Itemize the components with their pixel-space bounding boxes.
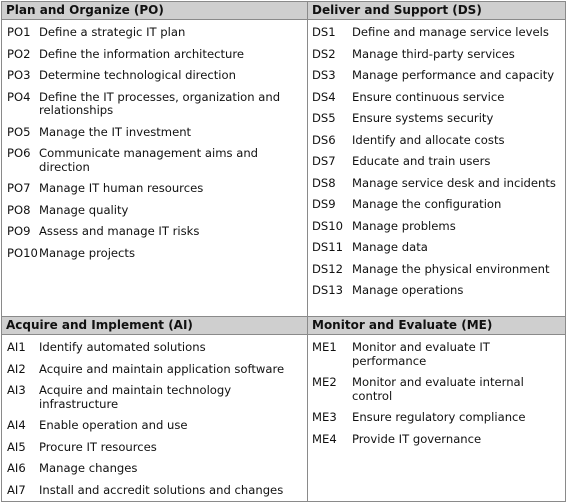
- process-item: [308, 22, 565, 44]
- process-description: Ensure continuous service: [352, 89, 505, 104]
- ai-list-cell: [2, 335, 308, 502]
- process-code: DS5: [312, 111, 336, 125]
- process-description: Provide IT governance: [352, 431, 482, 446]
- process-description: Manage the IT investment: [39, 124, 192, 139]
- process-item: [308, 407, 565, 429]
- process-code: DS1: [312, 25, 336, 39]
- process-description: Acquire and maintain technology infrastructure: [39, 383, 232, 411]
- process-code: DS7: [312, 154, 336, 168]
- process-item: [2, 415, 307, 437]
- ds-list-cell: [308, 20, 566, 317]
- po-list: [2, 20, 307, 264]
- process-description: Identify automated solutions: [39, 340, 206, 354]
- ai-header: Acquire and Implement (AI): [2, 317, 307, 334]
- process-item: [2, 143, 307, 178]
- process-code: AI1: [7, 340, 26, 354]
- process-item: [2, 221, 307, 243]
- process-description: Define the information architecture: [39, 46, 244, 61]
- process-description: Manage service desk and incidents: [352, 175, 556, 190]
- process-code: DS6: [312, 132, 336, 147]
- process-description: Assess and manage IT risks: [39, 224, 200, 238]
- process-description: Monitor and evaluate internal control: [352, 375, 524, 403]
- process-description: Manage data: [352, 240, 428, 254]
- ds-quadrant: [308, 2, 566, 20]
- process-item: [2, 359, 307, 381]
- process-item: [308, 237, 565, 259]
- process-code: PO2: [7, 46, 31, 61]
- me-list: [308, 335, 565, 450]
- me-header: Monitor and Evaluate (ME): [308, 317, 565, 334]
- process-code: DS8: [312, 175, 336, 190]
- process-item: [308, 216, 565, 238]
- process-description: Manage projects: [39, 245, 136, 260]
- process-description: Define a strategic IT plan: [39, 25, 186, 39]
- process-item: [2, 87, 307, 122]
- process-item: [308, 194, 565, 216]
- process-item: [2, 380, 307, 415]
- process-description: Ensure regulatory compliance: [352, 410, 526, 424]
- process-code: AI4: [7, 418, 26, 432]
- process-domains-table: [1, 1, 566, 502]
- process-description: Enable operation and use: [39, 418, 188, 432]
- process-description: Manage quality: [39, 202, 129, 217]
- process-description: Identify and allocate costs: [352, 132, 505, 147]
- process-item: [308, 280, 565, 302]
- process-code: AI2: [7, 361, 26, 376]
- process-description: Determine technological direction: [39, 68, 236, 82]
- process-description: Acquire and maintain application software: [39, 361, 285, 376]
- process-item: [2, 337, 307, 359]
- process-item: [308, 259, 565, 281]
- process-item: [2, 437, 307, 459]
- process-description: Monitor and evaluate IT performance: [352, 340, 490, 368]
- process-code: AI7: [7, 482, 26, 497]
- process-code: PO9: [7, 224, 31, 238]
- process-code: PO7: [7, 181, 31, 195]
- po-list-cell: [2, 20, 308, 317]
- process-item: [2, 178, 307, 200]
- process-item: [308, 65, 565, 87]
- po-quadrant: [2, 2, 308, 20]
- process-item: [2, 65, 307, 87]
- process-item: [308, 372, 565, 407]
- process-description: Manage the physical environment: [352, 261, 550, 276]
- process-description: Manage performance and capacity: [352, 68, 555, 82]
- process-item: [308, 151, 565, 173]
- me-quadrant: [308, 317, 566, 335]
- process-code: PO3: [7, 68, 31, 82]
- process-code: AI5: [7, 439, 26, 454]
- process-description: Manage third-party services: [352, 46, 515, 61]
- process-code: AI3: [7, 383, 26, 397]
- process-code: PO1: [7, 25, 31, 39]
- process-item: [308, 130, 565, 152]
- process-code: ME2: [312, 375, 337, 389]
- process-code: ME4: [312, 431, 337, 446]
- process-code: ME3: [312, 410, 337, 424]
- process-item: [2, 200, 307, 222]
- process-code: DS12: [312, 261, 344, 276]
- process-description: Procure IT resources: [39, 439, 157, 454]
- process-item: [308, 87, 565, 109]
- process-code: PO10: [7, 245, 38, 260]
- process-code: PO4: [7, 89, 31, 104]
- me-list-cell: [308, 335, 566, 502]
- process-code: PO6: [7, 146, 31, 160]
- process-code: ME1: [312, 340, 337, 354]
- process-code: DS9: [312, 197, 336, 211]
- process-description: Communicate management aims and direction: [39, 146, 259, 174]
- ds-list: [308, 20, 565, 302]
- process-item: [308, 108, 565, 130]
- process-description: Ensure systems security: [352, 111, 494, 125]
- process-description: Educate and train users: [352, 154, 491, 168]
- process-code: PO8: [7, 202, 31, 217]
- process-item: [308, 429, 565, 451]
- process-code: DS3: [312, 68, 336, 82]
- process-code: AI6: [7, 461, 26, 475]
- process-item: [2, 22, 307, 44]
- process-description: Manage problems: [352, 218, 456, 233]
- process-description: Manage the configuration: [352, 197, 502, 211]
- process-item: [2, 243, 307, 265]
- process-code: DS11: [312, 240, 344, 254]
- po-header: Plan and Organize (PO): [2, 2, 307, 19]
- process-description: Define and manage service levels: [352, 25, 549, 39]
- ai-list: [2, 335, 307, 501]
- process-item: [308, 337, 565, 372]
- process-item: [2, 480, 307, 502]
- process-item: [2, 122, 307, 144]
- ds-header: Deliver and Support (DS): [308, 2, 565, 19]
- ai-quadrant: [2, 317, 308, 335]
- process-code: DS4: [312, 89, 336, 104]
- process-code: DS10: [312, 218, 344, 233]
- process-item: [308, 44, 565, 66]
- process-description: Define the IT processes, organization and relationships: [39, 89, 281, 117]
- process-description: Manage IT human resources: [39, 181, 204, 195]
- process-code: DS2: [312, 46, 336, 61]
- process-item: [2, 44, 307, 66]
- process-code: PO5: [7, 124, 31, 139]
- process-description: Manage changes: [39, 461, 138, 475]
- process-item: [308, 173, 565, 195]
- process-code: DS13: [312, 283, 344, 297]
- process-description: Install and accredit solutions and changes: [39, 482, 284, 497]
- process-description: Manage operations: [352, 283, 464, 297]
